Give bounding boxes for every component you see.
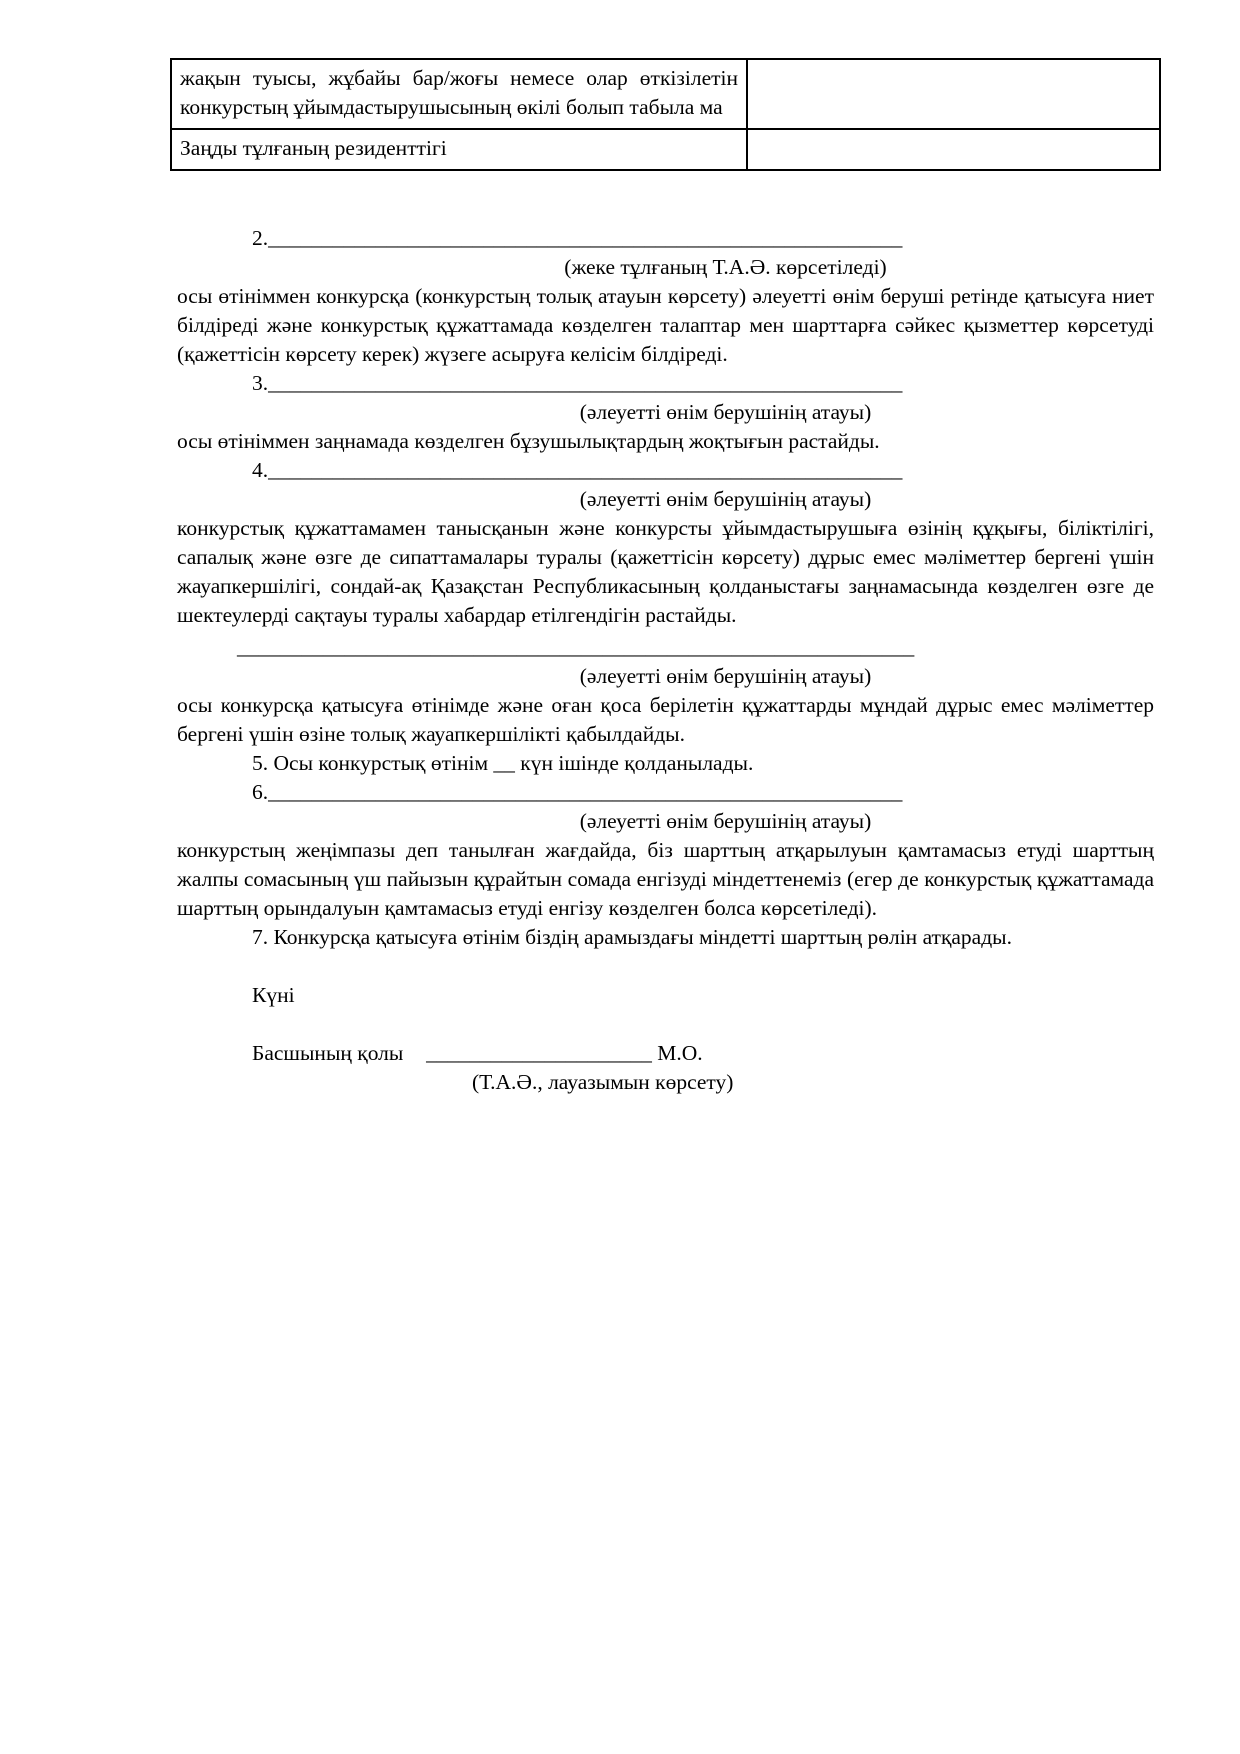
item-2-caption: (жеке тұлғаның Т.А.Ә. көрсетіледі) <box>564 255 887 279</box>
spacer <box>177 1010 1154 1039</box>
item-4-line: 4.___________________________________________________________ <box>252 458 903 482</box>
item-7-text: 7. Конкурсқа қатысуға өтінім біздің арамыздағы міндетті шарттың рөлін атқарады. <box>252 925 1012 949</box>
table-cell-value <box>747 129 1160 170</box>
item-3-text: осы өтініммен заңнамада көзделген бұзушылықтардың жоқтығын растайды. <box>177 429 880 453</box>
table-cell-label: Заңды тұлғаның резиденттігі <box>171 129 747 170</box>
item-2-line: 2.___________________________________________________________ <box>252 226 903 250</box>
item-6-caption: (әлеуетті өнім берушінің атауы) <box>579 809 872 833</box>
table-cell-label: жақын туысы, жұбайы бар/жоғы немесе олар өткізілетін конкурстың ұйымдастырушысының өкілі болып табыла ма <box>171 59 747 129</box>
item-4b-text: осы конкурсқа қатысуға өтінімде және оған қоса берілетін құжаттарды мұндай дұрыс емес мәліметтер бергені үшін өзіне толық жауапкершілікті қабылдайды. <box>177 693 1154 746</box>
signature-line: _____________________ <box>426 1041 652 1065</box>
item-4-caption: (әлеуетті өнім берушінің атауы) <box>579 487 872 511</box>
item-3-caption: (әлеуетті өнім берушінің атауы) <box>579 400 872 424</box>
table-row <box>171 129 1160 170</box>
spacer <box>177 952 1154 981</box>
item-6-text: конкурстың жеңімпазы деп танылған жағдайда, біз шарттың атқарылуын қамтамасыз етуді шарттың жалпы сомасының үш пайызын құрайтын сомада енгізуді міндеттенеміз (егер де конкурстық құжаттамада шарттың орындалуын қамтамасыз етуді енгізу көзделген болса көрсетіледі). <box>177 838 1154 920</box>
table-cell-value <box>747 59 1160 129</box>
item-5-text: 5. Осы конкурстық өтінім __ күн ішінде қолданылады. <box>252 751 754 775</box>
signature-label: Басшының қолы <box>252 1041 404 1065</box>
item-6-line: 6.___________________________________________________________ <box>252 780 903 804</box>
info-table <box>170 58 1161 171</box>
date-label: Күні <box>252 983 295 1007</box>
signature-caption: (Т.А.Ә., лауазымын көрсету) <box>472 1070 734 1094</box>
item-4b-caption: (әлеуетті өнім берушінің атауы) <box>579 664 872 688</box>
item-2-text: осы өтініммен конкурсқа (конкурстың толық атауын көрсету) әлеуетті өнім беруші ретінде қатысуға ниет білдіреді және конкурстық құжаттамада көзделген талаптар мен шарттарға сәйкес қызметтер көрсетуді (қажеттісін көрсету керек) жүзеге асыруға келісім білдіреді. <box>177 284 1154 366</box>
item-3-line: 3.___________________________________________________________ <box>252 371 903 395</box>
item-4b-line: _______________________________________________________________ <box>237 635 915 659</box>
document-body <box>177 224 1154 1097</box>
stamp-label: М.О. <box>657 1041 703 1065</box>
signature-row <box>177 1039 1154 1068</box>
table-row <box>171 59 1160 129</box>
item-4-text: конкурстық құжаттамамен танысқанын және конкурсты ұйымдастырушыға өзінің құқығы, біліктілігі, сапалық және өзге де сипаттамалары туралы (қажеттісін көрсету) дұрыс емес мәліметтер бергені үшін жауапкершілігі, сондай-ақ Қазақстан Республикасының қолданыстағы заңнамасында көзделген өзге де шектеулерді сақтауы туралы хабардар етілгендігін растайды. <box>177 516 1154 627</box>
